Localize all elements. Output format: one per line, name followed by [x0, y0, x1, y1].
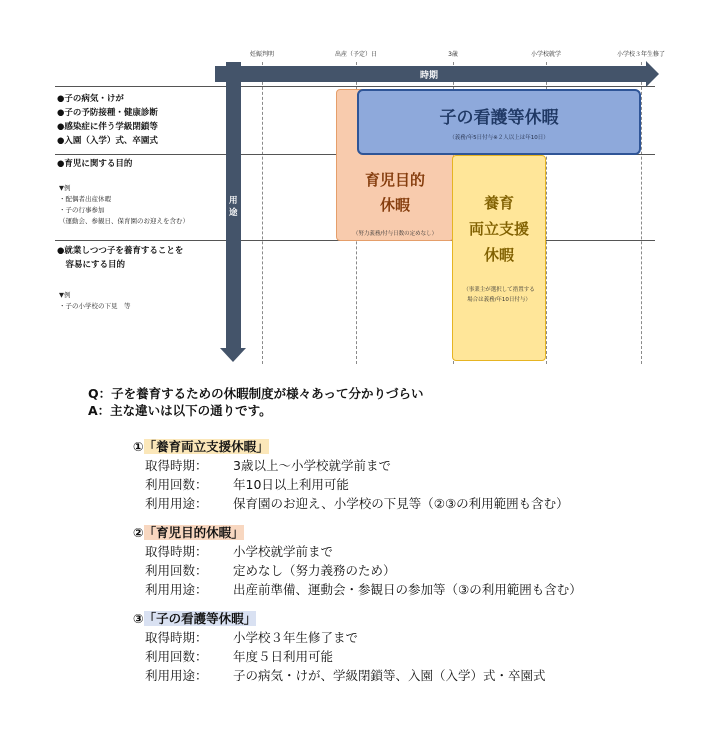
section-row [133, 475, 569, 494]
section-row [133, 542, 582, 561]
section-heading [133, 523, 582, 542]
yoiku-title-line: 両立支援 [468, 220, 529, 238]
category-work-balance-examples [59, 290, 131, 312]
section-name: 「養育両立支援休暇」 [143, 439, 269, 454]
section-row [133, 561, 582, 580]
timeline-label-age3: 3歳 [448, 51, 458, 58]
section-name: 「育児目的休暇」 [143, 525, 244, 540]
row-value: 小学校就学前まで [233, 544, 334, 559]
row-label: 利用回数： [145, 649, 208, 664]
section-number: ③ [133, 611, 144, 626]
yoiku-title-line: 養育 [483, 194, 514, 212]
example-line: ▼例 [59, 184, 71, 192]
section-row [133, 628, 546, 647]
row-value: 小学校３年生修了まで [233, 630, 359, 645]
category-work-balance [57, 244, 183, 272]
timeline-label-grade3-end: 小学校３年生修了 [616, 51, 666, 58]
answer-text: A：主な違いは以下の通りです。 [88, 403, 272, 418]
section-row [133, 647, 546, 666]
category-heading: ●育児に関する目的 [57, 159, 133, 169]
question-text: Q：子を養育するための休暇制度が様々あって分かりづらい [88, 386, 424, 401]
section-kango [133, 609, 546, 685]
row-label: 利用用途： [145, 668, 208, 683]
row-value: 3歳以上～小学校就学前まで [233, 458, 391, 473]
category-heading: 容易にする目的 [57, 260, 126, 270]
row-value: 年10日以上利用可能 [233, 477, 349, 492]
kango-leave-title: 子の看護等休暇 [439, 108, 559, 128]
section-row [133, 580, 582, 599]
timeline-label-pregnancy: 妊娠判明 [249, 51, 275, 58]
row-label: 利用回数： [145, 563, 208, 578]
section-row [133, 456, 569, 475]
row-label: 利用回数： [145, 477, 208, 492]
example-line: ・子の小学校の下見 等 [59, 302, 131, 310]
example-line: ・子の行事参加 [59, 206, 105, 214]
category-heading: ●子の病気・けが [57, 94, 124, 104]
example-line: （運動会、参観日、保育園のお迎えを含む） [59, 217, 189, 225]
section-yoiku [133, 437, 569, 513]
row-label: 取得時期： [145, 544, 208, 559]
section-row [133, 494, 569, 513]
ikuji-title-line: 育児目的 [364, 171, 425, 189]
section-ikuji [133, 523, 582, 599]
row-value: 保育園のお迎え、小学校の下見等（②③の利用範囲も含む） [233, 496, 569, 511]
category-childcare-examples [59, 183, 189, 227]
yoiku-leave-note [452, 285, 546, 305]
row-value: 年度５日利用可能 [233, 649, 334, 664]
section-row [133, 666, 546, 685]
timeline-label-school-entry: 小学校就学 [530, 51, 562, 58]
category-childcare-purpose [57, 157, 132, 171]
section-name: 「子の看護等休暇」 [143, 611, 257, 626]
example-line: ・配偶者出産休暇 [59, 195, 111, 203]
row-value: 定めなし（努力義務のため） [233, 563, 396, 578]
category-heading: ●感染症に伴う学級閉鎖等 [57, 122, 158, 132]
yoiku-leave-title [452, 190, 546, 268]
category-heading: ●入園（入学）式、卒園式 [57, 136, 158, 146]
category-nursing [57, 92, 158, 148]
row-value: 出産前準備、運動会・参観日の参加等（③の利用範囲も含む） [233, 582, 582, 597]
yoiku-note-line: （事業主が選択して措置する [463, 287, 535, 293]
row-label: 取得時期： [145, 458, 208, 473]
category-heading: ●就業しつつ子を養育することを [57, 246, 184, 256]
row-label: 利用用途： [145, 496, 208, 511]
kango-leave-note: （義務/年5日付与※２人以上は年10日） [449, 135, 549, 141]
row-label: 取得時期： [145, 630, 208, 645]
ikuji-title-line: 休暇 [379, 196, 410, 214]
ikuji-leave-title [336, 168, 454, 218]
time-axis-label: 時期 [420, 71, 439, 81]
row-label: 利用用途： [145, 582, 208, 597]
ikuji-leave-note: （努力義務/付与日数の定めなし） [352, 231, 438, 237]
section-number: ② [133, 525, 144, 540]
example-line: ▼例 [59, 291, 71, 299]
use-axis-label: 用途 [229, 196, 238, 218]
yoiku-title-line: 休暇 [483, 246, 514, 264]
section-heading [133, 437, 569, 456]
timeline-label-birth: 出産（予定）日 [334, 51, 378, 58]
section-heading [133, 609, 546, 628]
category-heading: ●子の予防接種・健康診断 [57, 108, 158, 118]
yoiku-note-line: 場合は義務/年10日付与） [467, 297, 531, 303]
section-number: ① [133, 439, 144, 454]
row-value: 子の病気・けが、学級閉鎖等、入園（入学）式・卒園式 [233, 668, 546, 683]
